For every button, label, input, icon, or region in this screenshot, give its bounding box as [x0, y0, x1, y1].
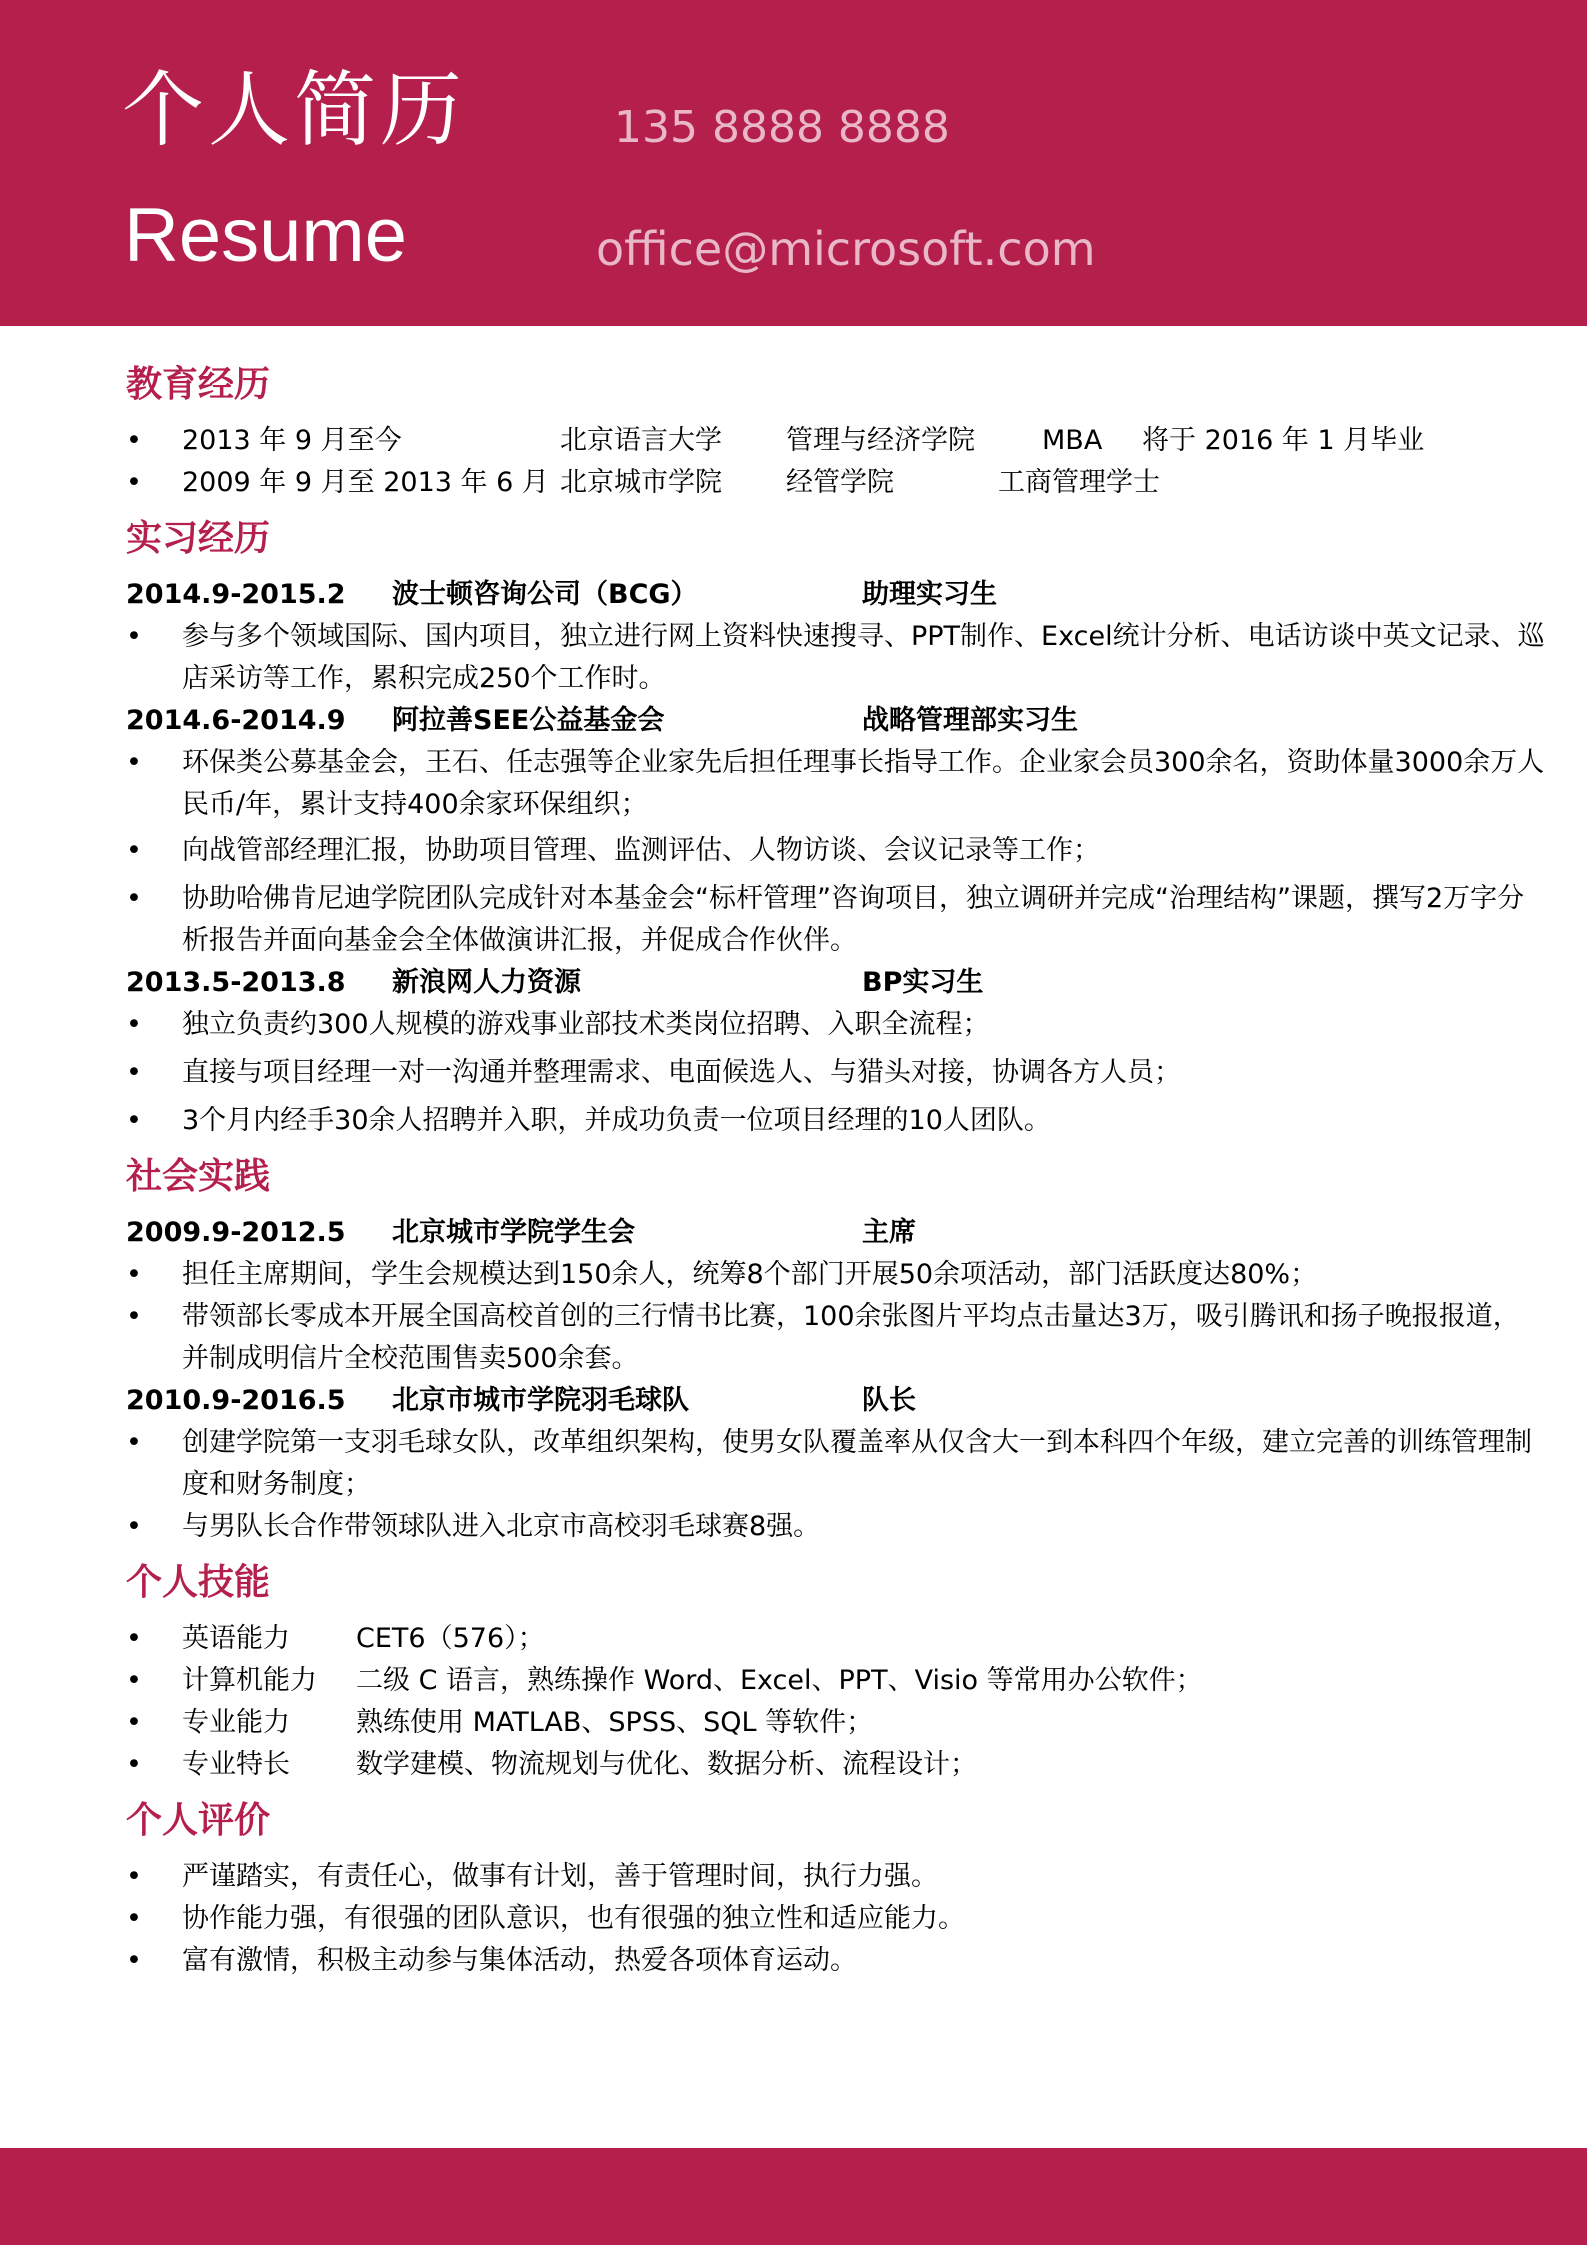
bullet: • [126, 1623, 142, 1654]
item-text: 协助哈佛肯尼迪学院团队完成针对本基金会“标杆管理”咨询项目，独立调研并完成“治理结构”课题，撰写2万字分析报告并面向基金会全体做演讲汇报，并促成合作伙伴。 [182, 883, 1525, 956]
entry-organization: 北京城市学院学生会 [392, 1217, 635, 1248]
email-address: office@microsoft.com [596, 222, 1096, 276]
bullet: • [126, 1259, 142, 1290]
bullet: • [126, 1105, 142, 1136]
entry-role: BP实习生 [862, 967, 984, 998]
section-title-internship: 实习经历 [126, 518, 271, 559]
skill-value: 熟练使用 MATLAB、SPSS、SQL 等软件； [356, 1707, 874, 1738]
footer-banner [0, 2148, 1587, 2245]
section-title-social: 社会实践 [126, 1156, 271, 1197]
bullet: • [126, 1427, 142, 1458]
resume-title-english: Resume [124, 193, 407, 278]
list-item [126, 1940, 1546, 1982]
skill-label: 专业能力 [182, 1707, 290, 1738]
bullet: • [126, 835, 142, 866]
bullet: • [126, 1665, 142, 1696]
entry-organization: 新浪网人力资源 [392, 967, 581, 998]
edu-college: 经管学院 [786, 467, 894, 498]
edu-date: 2013 年 9 月至今 [182, 425, 402, 456]
entry-period: 2013.5-2013.8 [126, 967, 346, 998]
list-item [126, 1422, 1546, 1506]
skill-value: 数学建模、物流规划与优化、数据分析、流程设计； [356, 1749, 977, 1780]
item-text: 与男队长合作带领球队进入北京市高校羽毛球赛8强。 [182, 1511, 821, 1542]
skill-row [126, 1660, 1486, 1702]
bullet: • [126, 467, 142, 498]
list-item [126, 878, 1546, 962]
entry-role: 队长 [862, 1385, 916, 1416]
item-text: 独立负责约300人规模的游戏事业部技术类岗位招聘、入职全流程； [182, 1009, 990, 1040]
list-item [126, 1004, 1546, 1046]
bullet: • [126, 1945, 142, 1976]
skill-value: 二级 C 语言，熟练操作 Word、Excel、PPT、Visio 等常用办公软件； [356, 1665, 1203, 1696]
bullet: • [126, 1511, 142, 1542]
bullet: • [126, 425, 142, 456]
entry-header [126, 574, 1486, 616]
skill-row [126, 1618, 1486, 1660]
bullet: • [126, 883, 142, 914]
edu-school: 北京语言大学 [560, 425, 722, 456]
entry-period: 2009.9-2012.5 [126, 1217, 346, 1248]
section-title-skills: 个人技能 [126, 1562, 271, 1603]
entry-organization: 阿拉善SEE公益基金会 [392, 705, 665, 736]
social-practice-section [126, 1148, 1532, 1548]
skill-label: 英语能力 [182, 1623, 290, 1654]
list-item [126, 1254, 1546, 1296]
entry-header [126, 962, 1486, 1004]
education-row [126, 462, 1486, 504]
skill-label: 专业特长 [182, 1749, 290, 1780]
bullet: • [126, 1749, 142, 1780]
list-item [126, 616, 1546, 700]
bullet: • [126, 1903, 142, 1934]
skill-value: CET6（576）； [356, 1623, 545, 1654]
bullet: • [126, 621, 142, 652]
skills-section [126, 1554, 1486, 1786]
internship-section [126, 510, 1545, 1142]
bullet: • [126, 1707, 142, 1738]
phone-number: 135 8888 8888 [614, 102, 950, 153]
education-row [126, 420, 1486, 462]
list-item [126, 1856, 1546, 1898]
edu-college: 管理与经济学院 [786, 425, 975, 456]
item-text: 协作能力强，有很强的团队意识，也有很强的独立性和适应能力。 [182, 1903, 965, 1934]
item-text: 环保类公募基金会，王石、任志强等企业家先后担任理事长指导工作。企业家会员300余名，资助体量3000余万人民币/年，累计支持400余家环保组织； [182, 747, 1545, 820]
list-item [126, 1100, 1546, 1142]
list-item [126, 1296, 1546, 1380]
entry-period: 2014.6-2014.9 [126, 705, 346, 736]
entry-role: 战略管理部实习生 [862, 705, 1078, 736]
section-title-education: 教育经历 [126, 364, 271, 405]
entry-role: 主席 [862, 1217, 916, 1248]
entry-organization: 北京市城市学院羽毛球队 [392, 1385, 689, 1416]
item-text: 严谨踏实，有责任心，做事有计划，善于管理时间，执行力强。 [182, 1861, 938, 1892]
entry-role: 助理实习生 [862, 579, 997, 610]
edu-note: 将于 2016 年 1 月毕业 [1142, 425, 1425, 456]
item-text: 创建学院第一支羽毛球女队，改革组织架构，使男女队覆盖率从仅含大一到本科四个年级，建立完善的训练管理制度和财务制度； [182, 1427, 1532, 1500]
item-text: 富有激情，积极主动参与集体活动，热爱各项体育运动。 [182, 1945, 857, 1976]
evaluation-section [126, 1792, 1486, 1982]
list-item [126, 1506, 1546, 1548]
entry-period: 2014.9-2015.2 [126, 579, 346, 610]
bullet: • [126, 1057, 142, 1088]
bullet: • [126, 747, 142, 778]
entry-header [126, 1380, 1486, 1422]
resume-body [126, 356, 1545, 1982]
bullet: • [126, 1009, 142, 1040]
bullet: • [126, 1301, 142, 1332]
item-text: 带领部长零成本开展全国高校首创的三行情书比赛，100余张图片平均点击量达3万，吸引腾讯和扬子晚报报道，并制成明信片全校范围售卖500余套。 [182, 1301, 1520, 1374]
skill-label: 计算机能力 [182, 1665, 317, 1696]
entry-header [126, 1212, 1486, 1254]
skill-row [126, 1744, 1486, 1786]
item-text: 向战管部经理汇报，协助项目管理、监测评估、人物访谈、会议记录等工作； [182, 835, 1100, 866]
list-item [126, 1898, 1546, 1940]
entry-organization: 波士顿咨询公司（BCG） [392, 579, 698, 610]
section-title-evaluation: 个人评价 [126, 1800, 271, 1841]
edu-degree: MBA [1042, 425, 1103, 456]
entry-header [126, 700, 1486, 742]
resume-title-chinese: 个人简历 [122, 63, 467, 158]
bullet: • [126, 1861, 142, 1892]
item-text: 直接与项目经理一对一沟通并整理需求、电面候选人、与猎头对接，协调各方人员； [182, 1057, 1181, 1088]
edu-date: 2009 年 9 月至 2013 年 6 月 [182, 467, 549, 498]
skill-row [126, 1702, 1486, 1744]
item-text: 3个月内经手30余人招聘并入职，并成功负责一位项目经理的10人团队。 [182, 1105, 1051, 1136]
list-item [126, 742, 1546, 826]
entry-period: 2010.9-2016.5 [126, 1385, 346, 1416]
list-item [126, 1052, 1546, 1094]
item-text: 担任主席期间，学生会规模达到150余人，统筹8个部门开展50余项活动，部门活跃度达80%； [182, 1259, 1318, 1290]
list-item [126, 830, 1546, 872]
item-text: 参与多个领域国际、国内项目，独立进行网上资料快速搜寻、PPT制作、Excel统计分析、电话访谈中英文记录、巡店采访等工作，累积完成250个工作时。 [182, 621, 1545, 694]
edu-school: 北京城市学院 [560, 467, 722, 498]
header-banner [0, 0, 1587, 326]
edu-degree: 工商管理学士 [998, 467, 1160, 498]
education-section [126, 356, 1486, 504]
